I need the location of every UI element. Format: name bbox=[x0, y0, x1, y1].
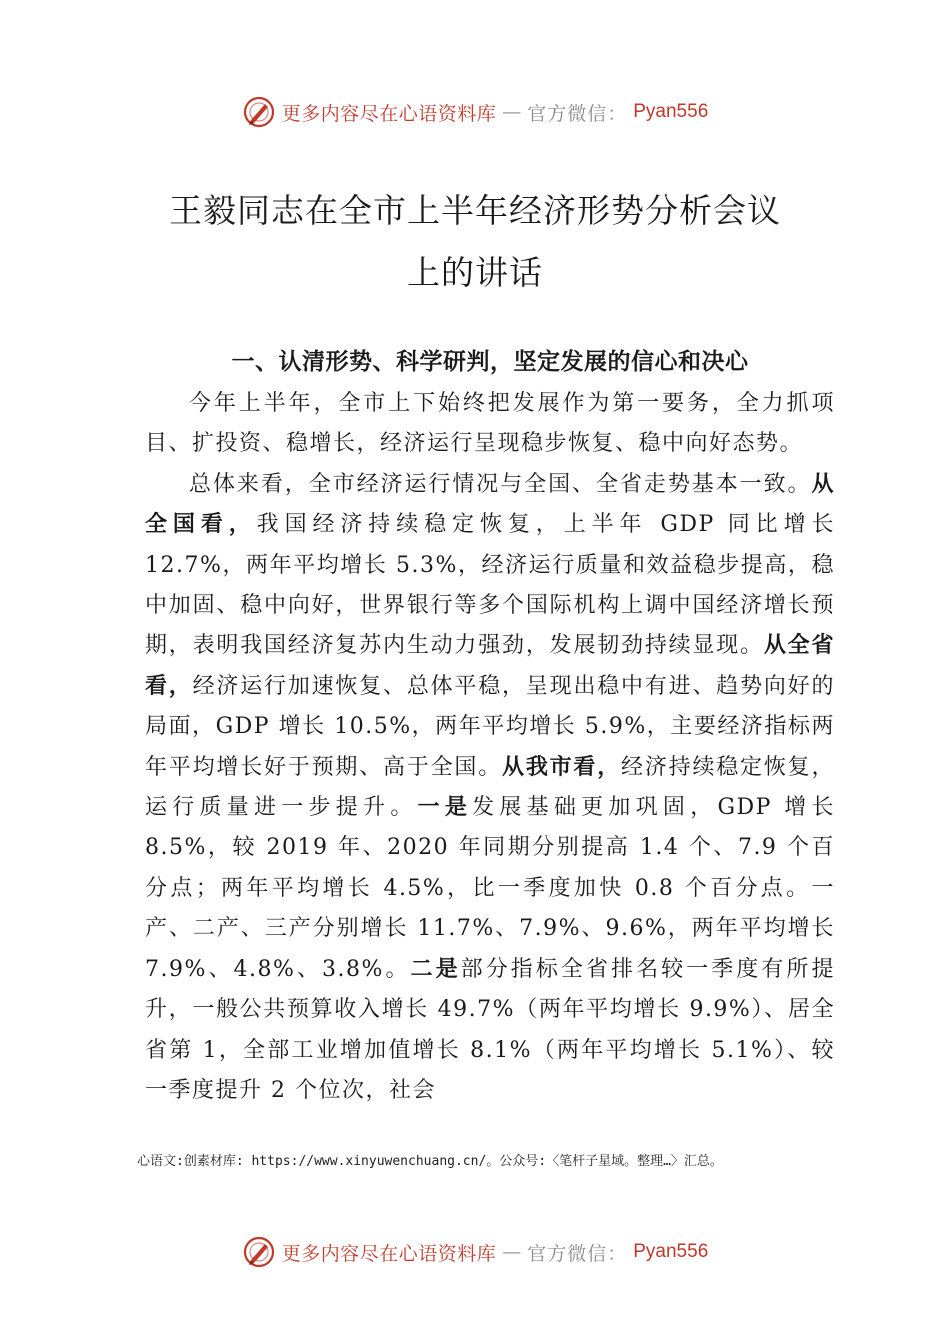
header-banner bbox=[0, 92, 950, 132]
para2-point2-label: 二是 bbox=[410, 956, 461, 982]
pen-logo-icon bbox=[242, 1235, 276, 1269]
para2-national-label: 从全国看， bbox=[145, 471, 835, 538]
banner-wechat-id: Pyan556 bbox=[633, 1241, 709, 1262]
title-line-2: 上的讲话 bbox=[407, 253, 543, 292]
banner-wechat-label: 官方微信： bbox=[527, 102, 628, 125]
para2-city-text: 经济持续稳定恢复，运行质量进一步提升。 bbox=[145, 754, 835, 821]
document-body bbox=[145, 384, 835, 1111]
para2-city-label: 从我市看， bbox=[502, 754, 622, 780]
document-title bbox=[130, 180, 820, 304]
para2-intro: 总体来看，全市经济运行情况与全国、全省走势基本一致。 bbox=[189, 471, 812, 497]
para2-national-text: 我国经济持续稳定恢复，上半年 GDP 同比增长 12.7%，两年平均增长 5.3%，经济运行质量和效益稳步提高，稳中加固、稳中向好，世界银行等多个国际机构上调中国经济增长预期，表明我国经济复苏内生动力强劲，发展韧劲持续显现。 bbox=[145, 512, 835, 659]
para2-province-text: 经济运行加速恢复、总体平稳，呈现出稳中有进、趋势向好的局面，GDP 增长 10.5%，两年平均增长 5.9%，主要经济指标两年平均增长好于预期、高于全国。 bbox=[145, 673, 835, 780]
para2-point1-text: 发展基础更加巩固，GDP 增长 8.5%，较 2019 年、2020 年同期分别提高 1.4 个、7.9 个百分点；两年平均增长 4.5%，比一季度加快 0.8 个百分点。一产、二产、三产分别增长 11.7%、7.9%、9.6%，两年平均增长 7.9%、4.8%、3.8%。 bbox=[145, 795, 835, 982]
title-line-1: 王毅同志在全市上半年经济形势分析会议 bbox=[169, 191, 781, 230]
banner-separator: — bbox=[502, 1241, 522, 1263]
section-heading: 一、认清形势、科学研判，坚定发展的信心和决心 bbox=[231, 349, 749, 375]
pen-logo-icon bbox=[242, 95, 276, 129]
paragraph-2 bbox=[145, 465, 835, 1112]
banner-separator: — bbox=[502, 101, 522, 123]
footer-banner bbox=[0, 1232, 950, 1272]
banner-slogan: 更多内容尽在心语资料库 bbox=[281, 1242, 497, 1265]
paragraph-1: 今年上半年，全市上下始终把发展作为第一要务，全力抓项目、扩投资、稳增长，经济运行呈现稳步恢复、稳中向好态势。 bbox=[145, 391, 835, 457]
source-footnote: 心语文:创素材库: https://www.xinyuwenchuang.cn/。公众号:〈笔杆子星域。整理…〉汇总。 bbox=[137, 1154, 723, 1169]
para2-point1-label: 一是 bbox=[417, 795, 473, 821]
banner-slogan: 更多内容尽在心语资料库 bbox=[281, 102, 497, 125]
banner-wechat-label: 官方微信： bbox=[527, 1242, 628, 1265]
para2-point2-text: 部分指标全省排名较一季度有所提升，一般公共预算收入增长 49.7%（两年平均增长 9.9%）、居全省第 1，全部工业增加值增长 8.1%（两年平均增长 5.1%）、较一季度提升 2 个位次，社会 bbox=[145, 956, 835, 1103]
banner-wechat-id: Pyan556 bbox=[633, 101, 709, 122]
para2-province-label: 从全省看， bbox=[145, 633, 835, 699]
